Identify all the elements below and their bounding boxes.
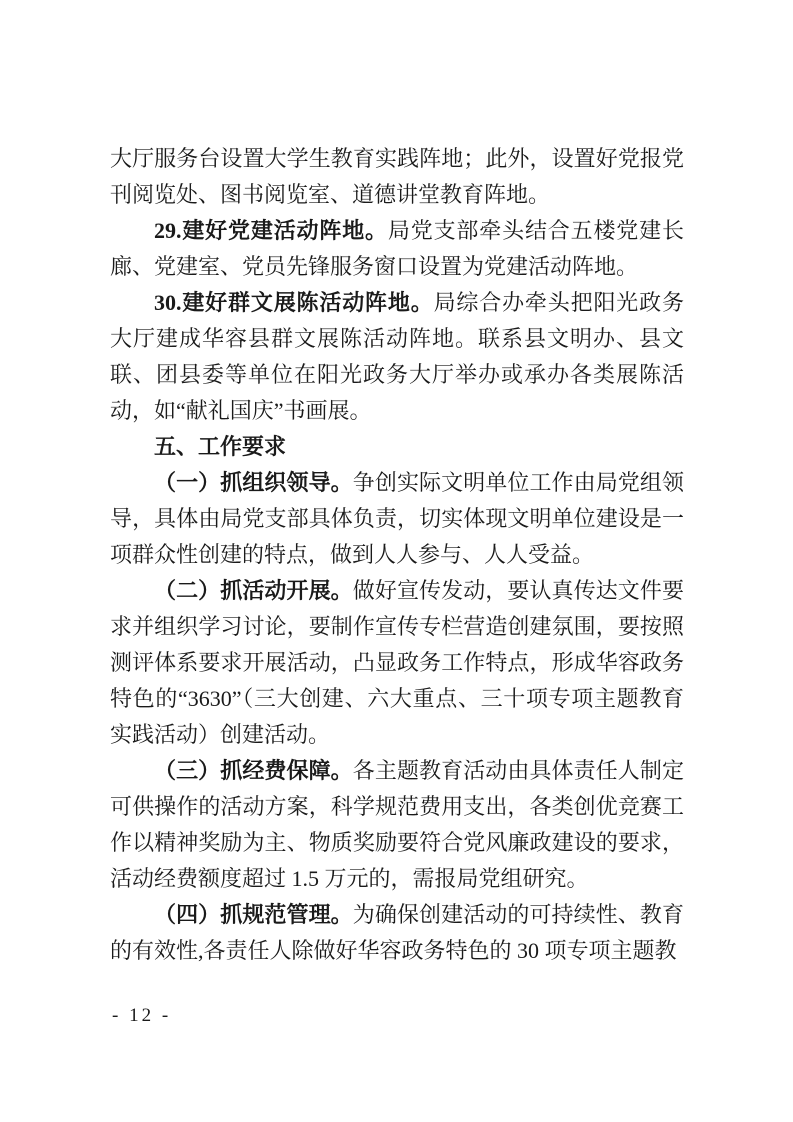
paragraph-sub-3: [110, 753, 684, 897]
paragraph-item-29: [110, 213, 684, 285]
item-29-title: 29.建好党建活动阵地。: [154, 218, 388, 243]
sub-2-title: （二）抓活动开展。: [154, 578, 353, 603]
sub-1-title: （一）抓组织领导。: [154, 470, 353, 495]
page-number: - 12 -: [112, 1005, 172, 1026]
document-body: [110, 141, 684, 969]
paragraph-text: 局综合办牵头把阳光政务大厅建成华容县群文展陈活动阵地。联系县文明办、县文联、团县委等单位在阳光政务大厅举办或承办各类展陈活动，如“献礼国庆”书画展。: [110, 290, 684, 423]
paragraph-text: 为确保创建活动的可持续性、教育的有效性,各责任人除做好华容政务特色的 30 项专项主题教: [110, 902, 684, 963]
section-heading-text: 五、工作要求: [154, 434, 287, 459]
paragraph-item-30: [110, 285, 684, 429]
paragraph-continuation: [110, 141, 684, 213]
paragraph-sub-4: [110, 897, 684, 969]
section-heading-5: [110, 429, 684, 465]
paragraph-text: 做好宣传发动，要认真传达文件要求并组织学习讨论，要制作宣传专栏营造创建氛围，要按照测评体系要求开展活动，凸显政务工作特点，形成华容政务特色的“3630”（三大创建、六大重点、三十项专项主题教育实践活动）创建活动。: [110, 578, 684, 747]
paragraph-sub-2: [110, 573, 684, 753]
paragraph-text: 大厅服务台设置大学生教育实践阵地；此外，设置好党报党刊阅览处、图书阅览室、道德讲堂教育阵地。: [110, 146, 684, 207]
sub-3-title: （三）抓经费保障。: [154, 758, 353, 783]
paragraph-text: 争创实际文明单位工作由局党组领导，具体由局党支部具体负责，切实体现文明单位建设是一项群众性创建的特点，做到人人参与、人人受益。: [110, 470, 684, 567]
paragraph-text: 局党支部牵头结合五楼党建长廊、党建室、党员先锋服务窗口设置为党建活动阵地。: [110, 218, 684, 279]
item-30-title: 30.建好群文展陈活动阵地。: [154, 290, 434, 315]
paragraph-sub-1: [110, 465, 684, 573]
sub-4-title: （四）抓规范管理。: [154, 902, 353, 927]
paragraph-text: 各主题教育活动由具体责任人制定可供操作的活动方案，科学规范费用支出，各类创优竞赛工作以精神奖励为主、物质奖励要符合党风廉政建设的要求，活动经费额度超过 1.5 万元的，需报局党组研究。: [110, 758, 684, 891]
